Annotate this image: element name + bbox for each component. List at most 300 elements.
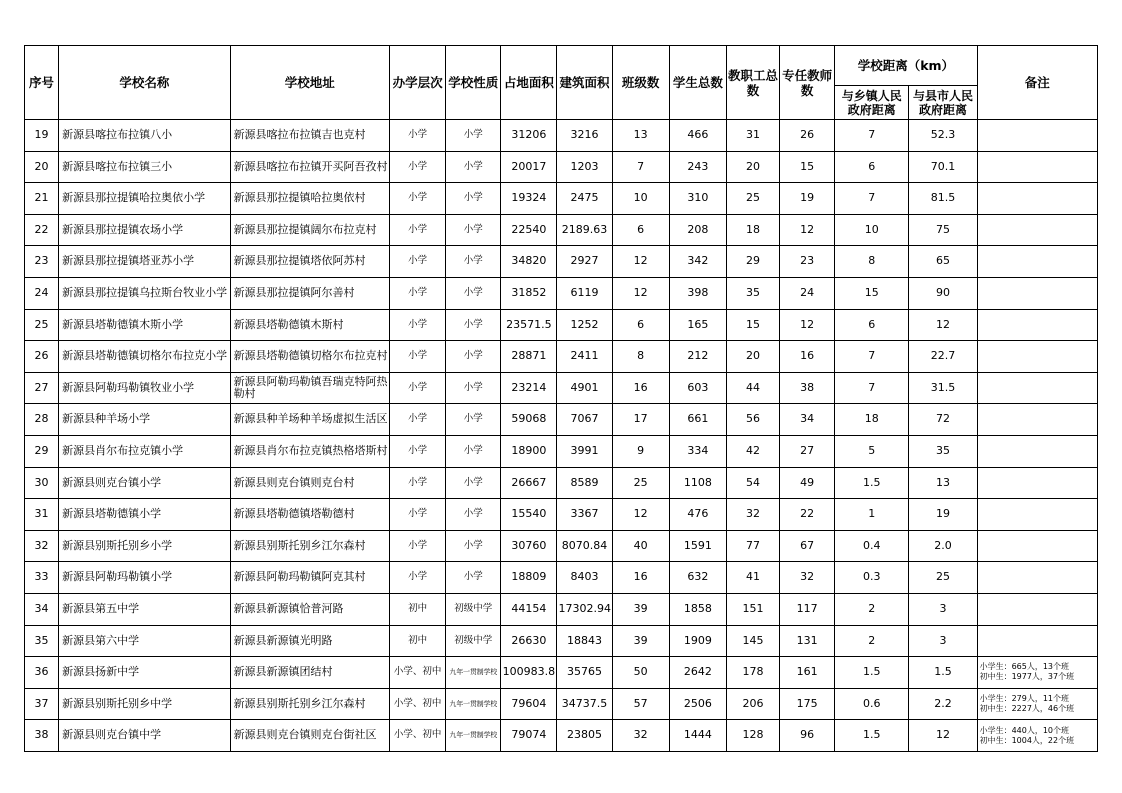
cell-school-name: 新源县阿勒玛勒镇牧业小学	[59, 372, 230, 404]
cell-land-area: 18900	[501, 435, 557, 467]
cell-level: 小学	[390, 467, 446, 499]
cell-dist-county: 2.2	[909, 688, 977, 720]
cell-land-area: 26667	[501, 467, 557, 499]
cell-building-area: 3991	[557, 435, 612, 467]
cell-land-area: 23571.5	[501, 309, 557, 341]
cell-nature: 小学	[446, 341, 501, 373]
cell-level: 小学	[390, 246, 446, 278]
cell-classes: 12	[612, 277, 669, 309]
cell-land-area: 34820	[501, 246, 557, 278]
cell-dist-county: 72	[909, 404, 977, 436]
cell-dist-county: 81.5	[909, 183, 977, 215]
cell-dist-county: 19	[909, 499, 977, 531]
cell-staff: 42	[726, 435, 779, 467]
cell-school-address: 新源县新源镇恰普河路	[230, 593, 389, 625]
cell-dist-town: 1	[835, 499, 909, 531]
cell-school-name: 新源县喀拉布拉镇三小	[59, 151, 230, 183]
cell-dist-county: 3	[909, 593, 977, 625]
cell-dist-county: 13	[909, 467, 977, 499]
cell-remarks	[977, 625, 1097, 657]
cell-land-area: 30760	[501, 530, 557, 562]
cell-school-address: 新源县别斯托别乡江尔森村	[230, 530, 389, 562]
header-land-area: 占地面积	[501, 46, 557, 120]
cell-dist-town: 6	[835, 309, 909, 341]
cell-remarks	[977, 720, 1097, 752]
cell-teachers: 24	[780, 277, 835, 309]
cell-nature: 小学	[446, 372, 501, 404]
cell-level: 小学	[390, 341, 446, 373]
cell-level: 小学	[390, 404, 446, 436]
cell-classes: 57	[612, 688, 669, 720]
cell-teachers: 19	[780, 183, 835, 215]
cell-staff: 35	[726, 277, 779, 309]
cell-dist-town: 6	[835, 151, 909, 183]
cell-nature: 初级中学	[446, 593, 501, 625]
cell-staff: 151	[726, 593, 779, 625]
cell-remarks	[977, 530, 1097, 562]
cell-nature: 小学	[446, 404, 501, 436]
cell-dist-town: 7	[835, 341, 909, 373]
table-row	[25, 372, 1098, 404]
header-teachers: 专任教师数	[780, 46, 835, 120]
cell-staff: 18	[726, 214, 779, 246]
cell-school-address: 新源县新源镇团结村	[230, 657, 389, 689]
cell-students: 1591	[669, 530, 726, 562]
cell-classes: 8	[612, 341, 669, 373]
table-row	[25, 688, 1098, 720]
cell-remarks	[977, 467, 1097, 499]
cell-teachers: 12	[780, 309, 835, 341]
table-row	[25, 467, 1098, 499]
cell-nature: 初级中学	[446, 625, 501, 657]
cell-staff: 32	[726, 499, 779, 531]
cell-seq: 19	[25, 120, 59, 152]
cell-students: 1444	[669, 720, 726, 752]
cell-building-area: 23805	[557, 720, 612, 752]
header-dist-town: 与乡镇人民政府距离	[835, 86, 909, 120]
cell-land-area: 22540	[501, 214, 557, 246]
cell-teachers: 161	[780, 657, 835, 689]
cell-seq: 30	[25, 467, 59, 499]
cell-school-address: 新源县新源镇光明路	[230, 625, 389, 657]
cell-teachers: 12	[780, 214, 835, 246]
header-seq: 序号	[25, 46, 59, 120]
header-staff: 教职工总数	[726, 46, 779, 120]
cell-nature: 小学	[446, 309, 501, 341]
cell-staff: 44	[726, 372, 779, 404]
cell-remarks	[977, 688, 1097, 720]
cell-school-name: 新源县那拉提镇乌拉斯台牧业小学	[59, 277, 230, 309]
cell-dist-county: 65	[909, 246, 977, 278]
cell-building-area: 6119	[557, 277, 612, 309]
cell-remarks	[977, 183, 1097, 215]
cell-school-address: 新源县则克台镇则克台村	[230, 467, 389, 499]
cell-school-name: 新源县塔勒德镇木斯小学	[59, 309, 230, 341]
cell-level: 小学	[390, 562, 446, 594]
cell-dist-county: 22.7	[909, 341, 977, 373]
cell-level: 小学、初中	[390, 688, 446, 720]
cell-school-address: 新源县喀拉布拉镇开买阿吾孜村	[230, 151, 389, 183]
cell-teachers: 96	[780, 720, 835, 752]
cell-building-area: 2927	[557, 246, 612, 278]
cell-level: 小学	[390, 435, 446, 467]
cell-level: 小学、初中	[390, 720, 446, 752]
cell-nature: 九年一贯制学校	[446, 688, 501, 720]
cell-school-address: 新源县那拉提镇阿尔善村	[230, 277, 389, 309]
cell-level: 小学	[390, 277, 446, 309]
cell-building-area: 8589	[557, 467, 612, 499]
cell-staff: 15	[726, 309, 779, 341]
table-row	[25, 214, 1098, 246]
cell-seq: 24	[25, 277, 59, 309]
cell-dist-town: 7	[835, 183, 909, 215]
cell-teachers: 23	[780, 246, 835, 278]
cell-remarks	[977, 120, 1097, 152]
cell-nature: 小学	[446, 246, 501, 278]
cell-teachers: 49	[780, 467, 835, 499]
remark-line: 小学生：440人，10个班	[979, 725, 1070, 735]
cell-seq: 21	[25, 183, 59, 215]
cell-seq: 27	[25, 372, 59, 404]
cell-building-area: 8403	[557, 562, 612, 594]
cell-land-area: 44154	[501, 593, 557, 625]
cell-remarks	[977, 277, 1097, 309]
cell-classes: 12	[612, 499, 669, 531]
cell-dist-county: 1.5	[909, 657, 977, 689]
cell-staff: 128	[726, 720, 779, 752]
table-row	[25, 593, 1098, 625]
cell-land-area: 20017	[501, 151, 557, 183]
cell-students: 243	[669, 151, 726, 183]
cell-dist-county: 3	[909, 625, 977, 657]
cell-students: 212	[669, 341, 726, 373]
cell-staff: 20	[726, 151, 779, 183]
cell-school-address: 新源县阿勒玛勒镇阿克其村	[230, 562, 389, 594]
table-row	[25, 720, 1098, 752]
cell-teachers: 175	[780, 688, 835, 720]
cell-remarks	[977, 404, 1097, 436]
table-row	[25, 499, 1098, 531]
cell-remarks	[977, 309, 1097, 341]
cell-classes: 6	[612, 214, 669, 246]
cell-students: 165	[669, 309, 726, 341]
cell-building-area: 7067	[557, 404, 612, 436]
cell-remarks	[977, 562, 1097, 594]
cell-building-area: 2189.63	[557, 214, 612, 246]
table-row	[25, 657, 1098, 689]
cell-school-name: 新源县别斯托别乡中学	[59, 688, 230, 720]
cell-school-address: 新源县那拉提镇塔依阿苏村	[230, 246, 389, 278]
cell-school-name: 新源县别斯托别乡小学	[59, 530, 230, 562]
cell-seq: 22	[25, 214, 59, 246]
cell-teachers: 38	[780, 372, 835, 404]
cell-teachers: 27	[780, 435, 835, 467]
cell-students: 2642	[669, 657, 726, 689]
cell-dist-county: 90	[909, 277, 977, 309]
cell-school-name: 新源县阿勒玛勒镇小学	[59, 562, 230, 594]
cell-nature: 小学	[446, 530, 501, 562]
cell-nature: 九年一贯制学校	[446, 720, 501, 752]
cell-remarks	[977, 151, 1097, 183]
cell-classes: 16	[612, 372, 669, 404]
cell-dist-town: 7	[835, 120, 909, 152]
cell-land-area: 19324	[501, 183, 557, 215]
header-remarks: 备注	[977, 46, 1097, 120]
cell-land-area: 100983.8	[501, 657, 557, 689]
cell-level: 小学	[390, 183, 446, 215]
remark-line: 初中生：1977人，37个班	[979, 672, 1075, 682]
cell-dist-town: 0.6	[835, 688, 909, 720]
cell-school-name: 新源县喀拉布拉镇八小	[59, 120, 230, 152]
cell-dist-town: 2	[835, 625, 909, 657]
cell-students: 1909	[669, 625, 726, 657]
cell-school-name: 新源县扬新中学	[59, 657, 230, 689]
cell-level: 小学	[390, 120, 446, 152]
cell-staff: 20	[726, 341, 779, 373]
header-dist-county: 与县市人民政府距离	[909, 86, 977, 120]
cell-students: 661	[669, 404, 726, 436]
cell-dist-county: 31.5	[909, 372, 977, 404]
school-table	[24, 45, 1098, 752]
cell-staff: 41	[726, 562, 779, 594]
cell-school-name: 新源县那拉提镇塔亚苏小学	[59, 246, 230, 278]
cell-nature: 小学	[446, 214, 501, 246]
cell-remarks	[977, 499, 1097, 531]
table-row	[25, 404, 1098, 436]
cell-building-area: 2411	[557, 341, 612, 373]
cell-dist-town: 8	[835, 246, 909, 278]
cell-seq: 38	[25, 720, 59, 752]
cell-students: 466	[669, 120, 726, 152]
cell-dist-town: 10	[835, 214, 909, 246]
cell-school-address: 新源县塔勒德镇切格尔布拉克村	[230, 341, 389, 373]
cell-building-area: 17302.94	[557, 593, 612, 625]
cell-seq: 37	[25, 688, 59, 720]
cell-dist-town: 1.5	[835, 657, 909, 689]
cell-seq: 28	[25, 404, 59, 436]
cell-students: 1108	[669, 467, 726, 499]
cell-level: 小学	[390, 372, 446, 404]
header-students: 学生总数	[669, 46, 726, 120]
cell-level: 小学、初中	[390, 657, 446, 689]
cell-school-address: 新源县塔勒德镇塔勒德村	[230, 499, 389, 531]
cell-seq: 20	[25, 151, 59, 183]
table-row	[25, 625, 1098, 657]
cell-school-name: 新源县则克台镇小学	[59, 467, 230, 499]
cell-dist-town: 1.5	[835, 720, 909, 752]
cell-dist-town: 5	[835, 435, 909, 467]
cell-teachers: 67	[780, 530, 835, 562]
cell-seq: 25	[25, 309, 59, 341]
cell-land-area: 15540	[501, 499, 557, 531]
cell-classes: 12	[612, 246, 669, 278]
cell-staff: 56	[726, 404, 779, 436]
table-row	[25, 183, 1098, 215]
cell-nature: 九年一贯制学校	[446, 657, 501, 689]
cell-dist-county: 70.1	[909, 151, 977, 183]
cell-staff: 54	[726, 467, 779, 499]
cell-remarks	[977, 435, 1097, 467]
cell-seq: 29	[25, 435, 59, 467]
cell-land-area: 18809	[501, 562, 557, 594]
cell-level: 小学	[390, 309, 446, 341]
header-distance: 学校距离（km）	[835, 46, 977, 86]
cell-building-area: 1203	[557, 151, 612, 183]
cell-dist-county: 25	[909, 562, 977, 594]
cell-dist-town: 0.3	[835, 562, 909, 594]
cell-seq: 26	[25, 341, 59, 373]
cell-building-area: 3216	[557, 120, 612, 152]
cell-school-address: 新源县则克台镇则克台街社区	[230, 720, 389, 752]
cell-students: 632	[669, 562, 726, 594]
cell-classes: 39	[612, 625, 669, 657]
cell-building-area: 2475	[557, 183, 612, 215]
cell-land-area: 79604	[501, 688, 557, 720]
cell-dist-town: 7	[835, 372, 909, 404]
remark-line: 小学生：279人，11个班	[979, 693, 1070, 703]
cell-level: 小学	[390, 530, 446, 562]
cell-remarks	[977, 372, 1097, 404]
cell-dist-county: 12	[909, 720, 977, 752]
table-row	[25, 530, 1098, 562]
cell-dist-county: 35	[909, 435, 977, 467]
cell-students: 398	[669, 277, 726, 309]
cell-staff: 145	[726, 625, 779, 657]
table-row	[25, 246, 1098, 278]
cell-dist-county: 2.0	[909, 530, 977, 562]
cell-land-area: 79074	[501, 720, 557, 752]
cell-school-address: 新源县喀拉布拉镇吉也克村	[230, 120, 389, 152]
cell-school-name: 新源县种羊场小学	[59, 404, 230, 436]
cell-school-address: 新源县种羊场种羊场虚拟生活区	[230, 404, 389, 436]
cell-land-area: 23214	[501, 372, 557, 404]
cell-school-address: 新源县别斯托别乡江尔森村	[230, 688, 389, 720]
cell-remarks	[977, 246, 1097, 278]
cell-classes: 10	[612, 183, 669, 215]
cell-building-area: 8070.84	[557, 530, 612, 562]
cell-dist-town: 15	[835, 277, 909, 309]
cell-seq: 34	[25, 593, 59, 625]
cell-school-address: 新源县那拉提镇哈拉奥依村	[230, 183, 389, 215]
cell-dist-county: 75	[909, 214, 977, 246]
cell-seq: 33	[25, 562, 59, 594]
cell-dist-town: 18	[835, 404, 909, 436]
cell-level: 小学	[390, 214, 446, 246]
cell-staff: 206	[726, 688, 779, 720]
cell-school-name: 新源县第五中学	[59, 593, 230, 625]
cell-teachers: 32	[780, 562, 835, 594]
cell-building-area: 34737.5	[557, 688, 612, 720]
cell-school-address: 新源县塔勒德镇木斯村	[230, 309, 389, 341]
header-nature: 学校性质	[446, 46, 501, 120]
cell-building-area: 4901	[557, 372, 612, 404]
header-level: 办学层次	[390, 46, 446, 120]
cell-teachers: 34	[780, 404, 835, 436]
cell-school-address: 新源县阿勒玛勒镇吾瑞克特阿热勒村	[230, 372, 389, 404]
table-row	[25, 120, 1098, 152]
cell-school-name: 新源县肖尔布拉克镇小学	[59, 435, 230, 467]
cell-land-area: 31206	[501, 120, 557, 152]
cell-nature: 小学	[446, 183, 501, 215]
cell-teachers: 26	[780, 120, 835, 152]
cell-remarks	[977, 214, 1097, 246]
cell-teachers: 117	[780, 593, 835, 625]
cell-school-name: 新源县那拉提镇哈拉奥依小学	[59, 183, 230, 215]
cell-nature: 小学	[446, 467, 501, 499]
cell-building-area: 35765	[557, 657, 612, 689]
cell-students: 2506	[669, 688, 726, 720]
cell-teachers: 131	[780, 625, 835, 657]
table-row	[25, 277, 1098, 309]
cell-building-area: 3367	[557, 499, 612, 531]
table-header	[25, 46, 1098, 120]
cell-school-name: 新源县第六中学	[59, 625, 230, 657]
cell-students: 342	[669, 246, 726, 278]
cell-nature: 小学	[446, 435, 501, 467]
cell-land-area: 26630	[501, 625, 557, 657]
cell-students: 603	[669, 372, 726, 404]
cell-staff: 25	[726, 183, 779, 215]
cell-classes: 32	[612, 720, 669, 752]
cell-school-name: 新源县那拉提镇农场小学	[59, 214, 230, 246]
cell-school-address: 新源县肖尔布拉克镇热格塔斯村	[230, 435, 389, 467]
cell-level: 初中	[390, 593, 446, 625]
header-school-address: 学校地址	[230, 46, 389, 120]
cell-teachers: 22	[780, 499, 835, 531]
cell-dist-town: 0.4	[835, 530, 909, 562]
cell-school-name: 新源县则克台镇中学	[59, 720, 230, 752]
cell-classes: 25	[612, 467, 669, 499]
cell-staff: 178	[726, 657, 779, 689]
cell-classes: 17	[612, 404, 669, 436]
cell-remarks	[977, 341, 1097, 373]
cell-seq: 36	[25, 657, 59, 689]
cell-seq: 23	[25, 246, 59, 278]
remark-line: 初中生：2227人，46个班	[979, 703, 1075, 713]
header-classes: 班级数	[612, 46, 669, 120]
remark-line: 小学生：665人，13个班	[979, 662, 1070, 672]
cell-staff: 31	[726, 120, 779, 152]
cell-nature: 小学	[446, 499, 501, 531]
cell-nature: 小学	[446, 562, 501, 594]
cell-students: 334	[669, 435, 726, 467]
table-row	[25, 435, 1098, 467]
cell-dist-town: 1.5	[835, 467, 909, 499]
cell-remarks	[977, 657, 1097, 689]
cell-students: 1858	[669, 593, 726, 625]
cell-students: 476	[669, 499, 726, 531]
cell-staff: 77	[726, 530, 779, 562]
header-building-area: 建筑面积	[557, 46, 612, 120]
table-body	[25, 120, 1098, 752]
cell-dist-town: 2	[835, 593, 909, 625]
cell-classes: 39	[612, 593, 669, 625]
cell-remarks	[977, 593, 1097, 625]
cell-staff: 29	[726, 246, 779, 278]
cell-classes: 40	[612, 530, 669, 562]
cell-level: 小学	[390, 499, 446, 531]
cell-dist-county: 52.3	[909, 120, 977, 152]
cell-school-name: 新源县塔勒德镇切格尔布拉克小学	[59, 341, 230, 373]
cell-nature: 小学	[446, 120, 501, 152]
cell-school-address: 新源县那拉提镇阔尔布拉克村	[230, 214, 389, 246]
cell-land-area: 59068	[501, 404, 557, 436]
cell-teachers: 15	[780, 151, 835, 183]
table-row	[25, 341, 1098, 373]
cell-students: 310	[669, 183, 726, 215]
cell-classes: 50	[612, 657, 669, 689]
cell-dist-county: 12	[909, 309, 977, 341]
